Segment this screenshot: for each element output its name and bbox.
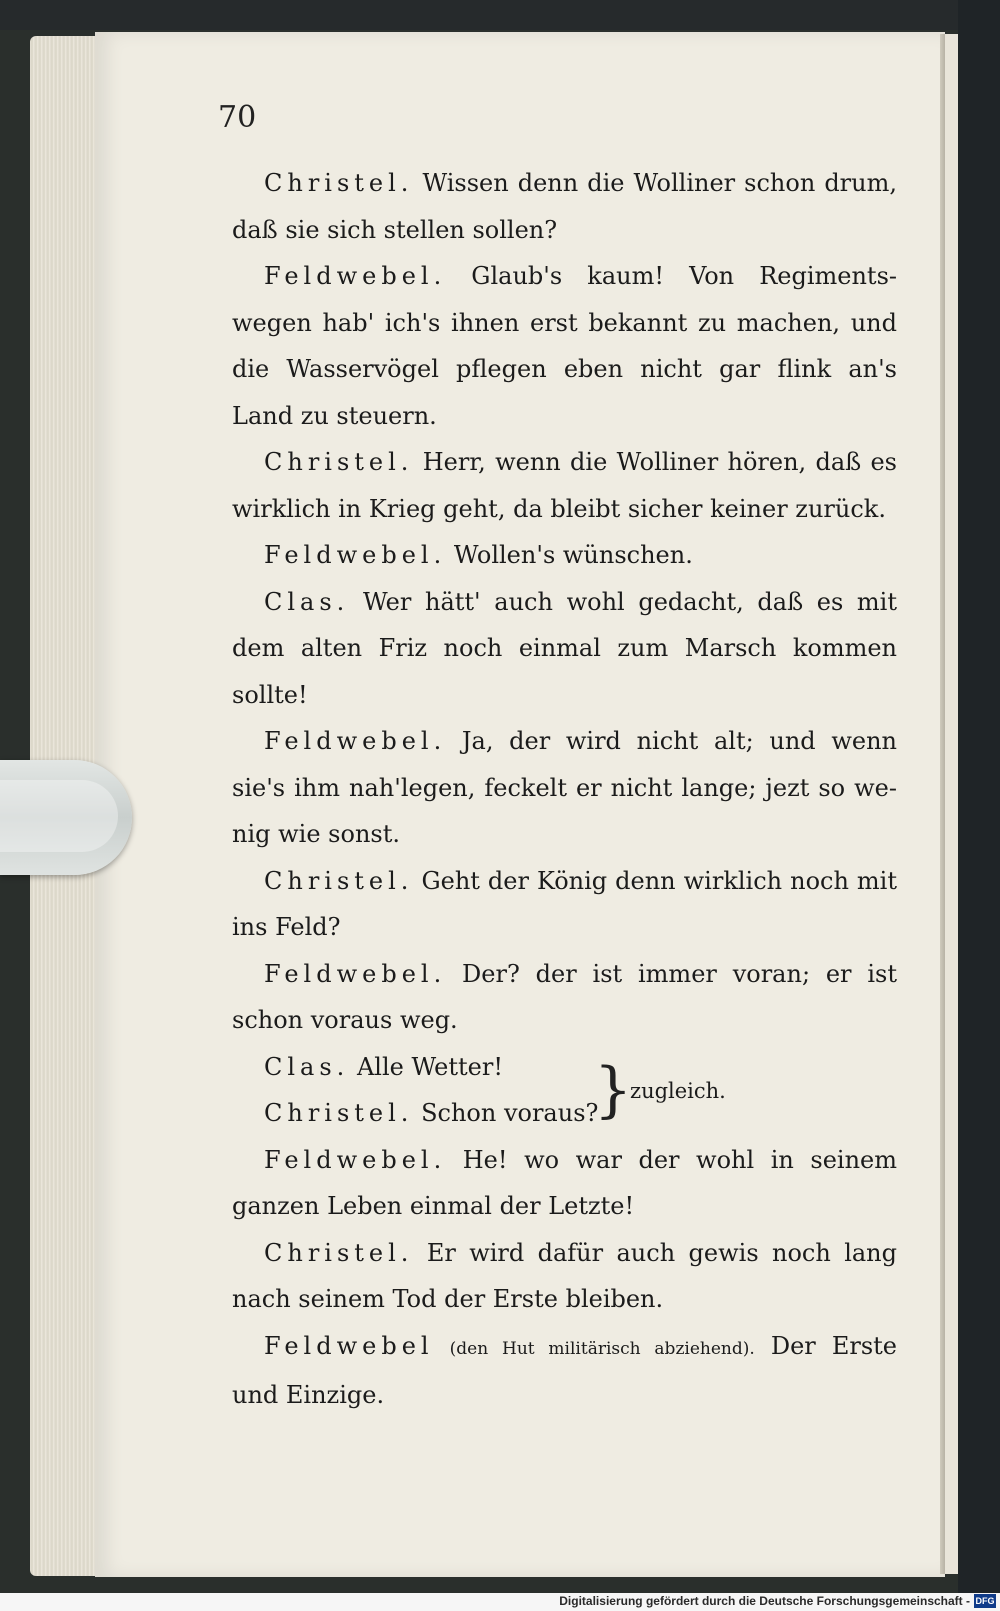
spoken-text: Geht der König denn wirklich noch mit ins Feld? <box>232 866 897 941</box>
spoken-text: Glaub's kaum! Von Regiments-wegen hab' ich's ihnen erst bekannt zu machen, und die Wasservögel pflegen eben nicht gar flink an's Land zu steuern. <box>232 262 897 430</box>
simultaneous-line-1 <box>264 1044 503 1091</box>
spoken-text: Ja, der wird nicht alt; und wenn sie's ihm nah'legen, feckelt er nicht lange; jezt so we-nig wie sonst. <box>232 727 897 848</box>
dialogue-line <box>232 718 897 858</box>
speaker-name: Feldwebel. <box>264 959 447 988</box>
spoken-text: Schon voraus? <box>421 1098 599 1127</box>
spoken-text: Der Erste und Einzige. <box>232 1331 897 1409</box>
spoken-text: He! wo war der wohl in seinem ganzen Leben einmal der Letzte! <box>232 1145 897 1220</box>
dialogue-line <box>232 579 897 719</box>
spoken-text: Er wird dafür auch gewis noch lang nach seinem Tod der Erste bleiben. <box>232 1238 897 1313</box>
spoken-text: Herr, wenn die Wolliner hören, daß es wirklich in Krieg geht, da bleibt sicher keiner zurück. <box>232 448 897 523</box>
simultaneous-lines <box>232 1044 897 1137</box>
page-clip-highlight <box>0 780 118 852</box>
dialogue-line <box>232 1323 897 1419</box>
speaker-name: Christel. <box>264 448 414 476</box>
speaker-name: Clas. <box>264 587 350 616</box>
speaker-name: Feldwebel. <box>264 262 447 290</box>
stage-direction: (den Hut militärisch abziehend). <box>449 1338 755 1359</box>
speaker-name: Christel. <box>264 1238 414 1267</box>
curly-brace: } <box>594 1054 633 1125</box>
speaker-name: Feldwebel. <box>264 1145 447 1174</box>
funding-notice: Digitalisierung gefördert durch die Deutsche Forschungsgemeinschaft - <box>559 1594 970 1608</box>
spoken-text: Wollen's wünschen. <box>453 541 693 569</box>
dialogue-line <box>232 1137 897 1230</box>
scanner-background-right <box>958 0 1000 1611</box>
dialogue-line <box>232 1230 897 1323</box>
speaker-name: Christel. <box>264 866 414 895</box>
spoken-text: Wissen denn die Wolliner schon drum, daß sie sich stellen sollen? <box>232 169 897 244</box>
dialogue-line <box>232 532 897 579</box>
facing-page-edge <box>945 34 959 1574</box>
dialogue-line <box>232 253 897 439</box>
dfg-logo: DFG <box>975 1596 995 1606</box>
spoken-text: Wer hätt' auch wohl gedacht, daß es mit dem alten Friz noch einmal zum Marsch kommen sollte! <box>232 587 897 709</box>
speaker-name: Feldwebel. <box>264 727 447 755</box>
dialogue-text <box>232 160 897 1419</box>
page-number: 70 <box>218 100 257 135</box>
dialogue-line <box>232 858 897 951</box>
dialogue-line <box>232 160 897 253</box>
scanner-background-top <box>0 0 1000 30</box>
simultaneous-line-2 <box>264 1090 598 1137</box>
spoken-text: Der? der ist immer voran; er ist schon voraus weg. <box>232 959 897 1034</box>
dialogue-line <box>232 439 897 532</box>
speaker-name: Christel. <box>264 1098 414 1127</box>
dialogue-line <box>232 951 897 1044</box>
speaker-name: Feldwebel. <box>264 541 447 569</box>
simultaneous-label: zugleich. <box>630 1078 726 1103</box>
speaker-name: Feldwebel <box>264 1331 434 1360</box>
speaker-name: Clas. <box>264 1052 350 1081</box>
spoken-text: Alle Wetter! <box>356 1052 503 1081</box>
speaker-name: Christel. <box>264 169 414 197</box>
